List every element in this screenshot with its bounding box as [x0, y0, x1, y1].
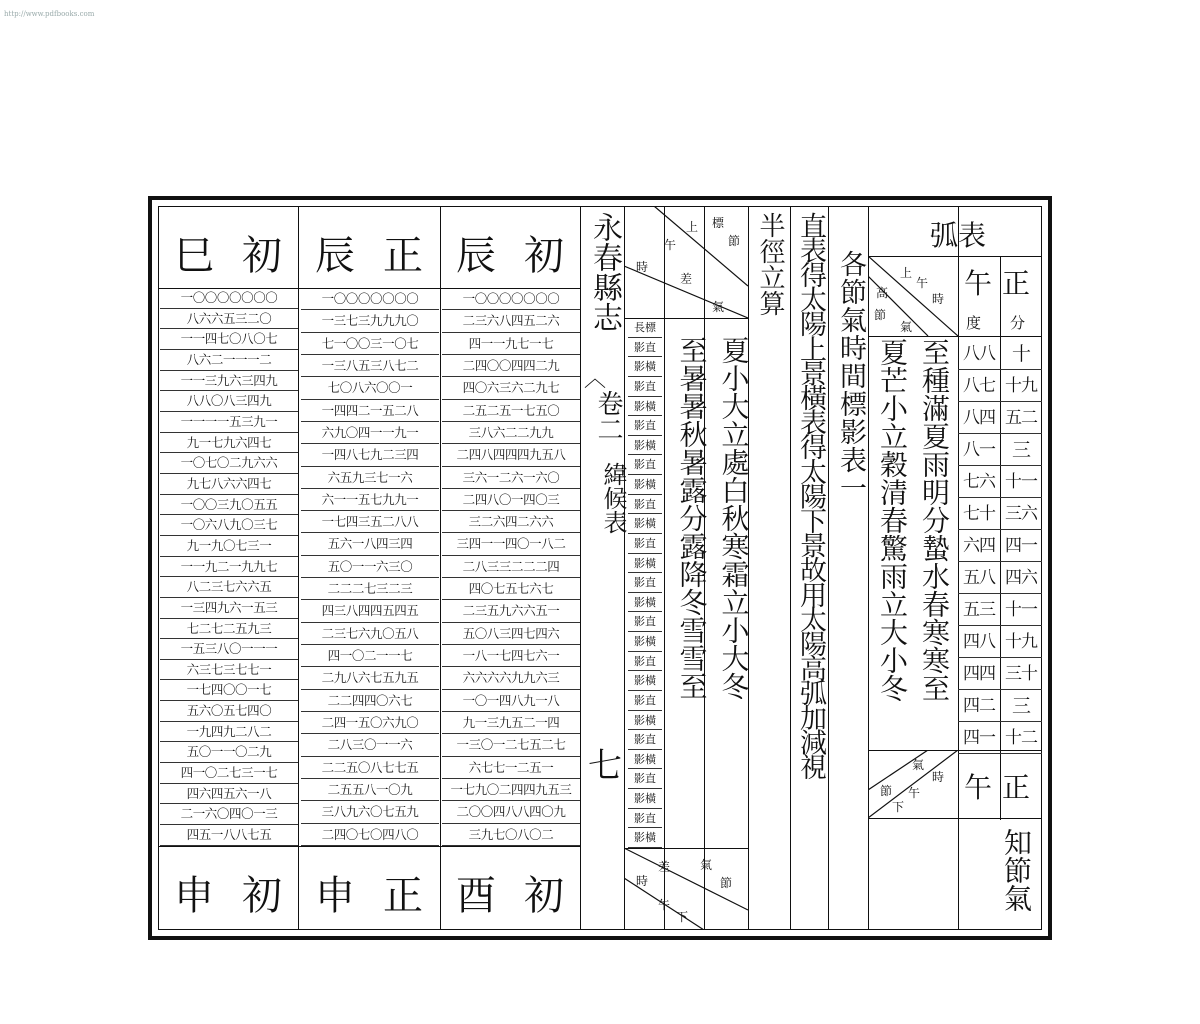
table-cell: 六一一五七九九一	[301, 489, 439, 511]
table-cell: 二四八四四四九五八	[442, 444, 580, 466]
solar-term-char: 大	[876, 618, 909, 646]
row-label: 影橫	[628, 828, 662, 848]
col2-values	[301, 288, 439, 846]
table-cell: 一九四九二八二	[160, 722, 298, 743]
section-label: 緯候表	[599, 462, 627, 534]
table-cell: 十	[1000, 338, 1042, 370]
rc-top-6: 高	[876, 286, 889, 300]
solar-term-char: 夏	[918, 422, 951, 450]
solar-term-char: 清	[876, 478, 909, 506]
note-col3: 各節氣時間標影表一	[835, 250, 866, 502]
col1-values	[442, 288, 580, 846]
solar-term-char: 春	[918, 590, 951, 618]
row-label: 影直	[628, 534, 662, 554]
solar-term-char: 分	[918, 506, 951, 534]
solar-term-char: 驚	[876, 534, 909, 562]
table-cell: 十九	[1000, 626, 1042, 658]
table-cell: 四一	[958, 722, 1000, 754]
solar-term-char: 明	[918, 478, 951, 506]
right-terms-b	[876, 338, 908, 702]
table-cell: 十二	[1000, 722, 1042, 754]
table-cell: 一七四〇〇一七	[160, 680, 298, 701]
solar-term-char: 小	[876, 394, 909, 422]
row-label: 影直	[628, 377, 662, 397]
rc-bot-1: 氣	[912, 758, 925, 772]
note-col2: 直表得太陽上景橫表得太陽下景故用太陽高弧加減視	[795, 212, 826, 778]
solar-term-char: 冬	[717, 672, 751, 700]
right-terms-a	[918, 338, 950, 702]
solar-term-char: 雨	[918, 450, 951, 478]
corner-top-6: 差	[680, 272, 693, 286]
table-cell: 八六二一一一二	[160, 350, 298, 371]
solar-term-char: 秋	[717, 504, 751, 532]
table-cell: 二四〇七〇四八〇	[301, 824, 439, 846]
table-cell: 三二六四二六六	[442, 511, 580, 533]
table-cell: 一三〇一二七五二七	[442, 734, 580, 756]
solar-term-char: 雪	[675, 616, 709, 644]
table-cell: 三八九六〇七五九	[301, 801, 439, 823]
row-label: 影橫	[628, 475, 662, 495]
table-cell: 二八三三二二二四	[442, 556, 580, 578]
solar-term-char: 寒	[918, 618, 951, 646]
table-cell: 四〇六三六二九七	[442, 377, 580, 399]
table-cell: 六五九三七一六	[301, 467, 439, 489]
table-cell: 八八〇八三四九	[160, 391, 298, 412]
table-cell: 二四〇〇四四二九	[442, 355, 580, 377]
table-cell: 八七	[958, 370, 1000, 402]
table-cell: 九一三九五二一四	[442, 712, 580, 734]
table-cell: 四一〇二一一七	[301, 645, 439, 667]
col1-footer: 酉 初	[456, 872, 564, 919]
row-label: 影橫	[628, 357, 662, 377]
row-label: 影直	[628, 652, 662, 672]
table-cell: 一四八七九二三四	[301, 444, 439, 466]
solar-term-char: 種	[918, 366, 951, 394]
table-cell: 十一	[1000, 466, 1042, 498]
corner-top-4: 午	[664, 238, 677, 252]
row-label: 影橫	[628, 554, 662, 574]
table-cell: 四〇七五七六七	[442, 578, 580, 600]
table-cell: 一七九〇二四四九五三	[442, 779, 580, 801]
degree-column	[958, 338, 1000, 754]
table-cell: 二一六〇四〇一三	[160, 804, 298, 825]
solar-term-char: 露	[675, 532, 709, 560]
rc-top-5: 氣	[900, 320, 913, 334]
table-cell: 六四	[958, 530, 1000, 562]
solar-term-char: 穀	[876, 450, 909, 478]
table-cell: 九一九〇七三一	[160, 536, 298, 557]
table-cell: 五〇一一〇二九	[160, 742, 298, 763]
table-cell: 五六〇五七四〇	[160, 701, 298, 722]
solar-term-char: 至	[675, 672, 709, 700]
table-cell: 三八六二二九九	[442, 422, 580, 444]
row-label: 影橫	[628, 671, 662, 691]
corner-bot-6: 差	[658, 860, 671, 874]
table-cell: 五六一八四三四	[301, 533, 439, 555]
table-cell: 一三四九六一五三	[160, 598, 298, 619]
table-cell: 四一〇二七三一七	[160, 763, 298, 784]
table-cell: 二八三〇一一六	[301, 734, 439, 756]
table-cell: 四六四五六一八	[160, 784, 298, 805]
col-head-minute: 分	[1010, 314, 1026, 332]
table-cell: 二二四四〇六七	[301, 690, 439, 712]
solar-term-char: 冬	[876, 674, 909, 702]
table-cell: 六七七一二五一	[442, 757, 580, 779]
solar-term-char: 蟄	[918, 534, 951, 562]
table-cell: 三九七〇八〇二	[442, 824, 580, 846]
table-cell: 二五五八一〇九	[301, 779, 439, 801]
solar-term-char: 滿	[918, 394, 951, 422]
table-cell: 一〇七〇二九六六	[160, 453, 298, 474]
right-foot: 午正	[964, 771, 1041, 804]
table-cell: 七一〇〇三一〇七	[301, 333, 439, 355]
row-label: 影橫	[628, 632, 662, 652]
table-cell: 四一一九七一七	[442, 333, 580, 355]
corner-bot-5: 時	[636, 874, 649, 888]
table-cell: 二二二七三二三	[301, 578, 439, 600]
rc-bot-2: 時	[932, 770, 945, 784]
note-col1: 半徑立算	[755, 212, 785, 316]
table-cell: 四四	[958, 658, 1000, 690]
table-cell: 八二三七六六五	[160, 577, 298, 598]
solar-term-char: 小	[876, 646, 909, 674]
corner-bot-3: 下	[676, 910, 689, 924]
table-cell: 三	[1000, 690, 1042, 722]
table-cell: 五八	[958, 562, 1000, 594]
table-cell: 四八	[958, 626, 1000, 658]
rc-bot-5: 下	[892, 800, 905, 814]
row-label: 影橫	[628, 711, 662, 731]
row-label: 影橫	[628, 593, 662, 613]
row-label: 影橫	[628, 750, 662, 770]
table-cell: 九一七九六四七	[160, 433, 298, 454]
solar-term-char: 至	[918, 674, 951, 702]
solar-term-char: 秋	[675, 420, 709, 448]
solar-term-char: 暑	[675, 448, 709, 476]
solar-term-char: 分	[675, 504, 709, 532]
table-cell: 一一四七〇八〇七	[160, 329, 298, 350]
solar-term-char: 夏	[876, 338, 909, 366]
table-cell: 五三	[958, 594, 1000, 626]
solar-term-char: 霜	[717, 560, 751, 588]
table-cell: 二三七六九〇五八	[301, 623, 439, 645]
fishtail-mark: ︿	[584, 367, 607, 392]
solar-term-char: 至	[918, 338, 951, 366]
corner-top-7: 氣	[712, 300, 725, 314]
solar-term-char: 立	[717, 588, 751, 616]
table-cell: 一四四二一五二八	[301, 400, 439, 422]
terms-column-a	[712, 336, 755, 700]
solar-term-char: 露	[675, 476, 709, 504]
table-cell: 十一	[1000, 594, 1042, 626]
row-label: 影直	[628, 809, 662, 829]
table-cell: 四一	[1000, 530, 1042, 562]
solar-term-char: 立	[717, 420, 751, 448]
table-cell: 一一三九六三四九	[160, 371, 298, 392]
label-column	[628, 318, 662, 848]
table-cell: 四六	[1000, 562, 1042, 594]
table-cell: 一〇〇〇〇〇〇〇	[442, 288, 580, 310]
table-cell: 一三七三九九九〇	[301, 310, 439, 332]
table-cell: 一〇六八九〇三七	[160, 515, 298, 536]
row-label: 影直	[628, 495, 662, 515]
right-table-title: 弧表	[930, 219, 987, 252]
page-number: 七	[588, 746, 622, 786]
solar-term-char: 春	[876, 506, 909, 534]
solar-term-char: 冬	[675, 588, 709, 616]
corner-top-1: 標	[712, 216, 725, 230]
solar-term-char: 立	[876, 590, 909, 618]
solar-term-char: 大	[717, 644, 751, 672]
table-cell: 一五三八〇一一一	[160, 639, 298, 660]
row-label: 影橫	[628, 514, 662, 534]
table-cell: 二四八〇一四〇三	[442, 489, 580, 511]
table-cell: 二二五〇八七七五	[301, 757, 439, 779]
table-cell: 七六	[958, 466, 1000, 498]
table-cell: 二四一五〇六九〇	[301, 712, 439, 734]
table-cell: 六六六六九九六三	[442, 667, 580, 689]
solar-term-char: 雪	[675, 644, 709, 672]
table-cell: 四二	[958, 690, 1000, 722]
corner-top-5: 時	[636, 260, 649, 274]
table-cell: 三六	[1000, 498, 1042, 530]
table-cell: 八六六五三二〇	[160, 309, 298, 330]
table-cell: 七二七二五九三	[160, 619, 298, 640]
rc-top-2: 午	[916, 276, 929, 290]
row-label: 影直	[628, 612, 662, 632]
rc-bot-4: 節	[880, 784, 893, 798]
table-cell: 二三六八四五二六	[442, 310, 580, 332]
watermark: http://www.pdfbooks.com	[4, 10, 95, 18]
col2-footer: 申 正	[315, 872, 423, 919]
solar-term-char: 立	[876, 422, 909, 450]
table-cell: 三	[1000, 434, 1042, 466]
row-label: 影直	[628, 769, 662, 789]
table-cell: 七〇八六〇〇一	[301, 377, 439, 399]
table-cell: 六三七三七七一	[160, 660, 298, 681]
table-cell: 九七八六六四七	[160, 474, 298, 495]
table-cell: 一七四三五二八八	[301, 511, 439, 533]
solar-term-char: 夏	[717, 336, 751, 364]
corner-top-2: 節	[728, 234, 741, 248]
table-cell: 一〇一四八九一八	[442, 690, 580, 712]
table-cell: 二三五九六六五一	[442, 600, 580, 622]
side-note: 知節氣	[1000, 828, 1033, 912]
table-cell: 七十	[958, 498, 1000, 530]
table-cell: 三六一二六一六〇	[442, 467, 580, 489]
row-label: 影橫	[628, 789, 662, 809]
solar-term-char: 處	[717, 448, 751, 476]
row-label: 影橫	[628, 436, 662, 456]
table-cell: 一〇〇三九〇五五	[160, 495, 298, 516]
solar-term-char: 暑	[675, 392, 709, 420]
rc-bot-3: 午	[908, 786, 921, 800]
table-cell: 五〇八三四七四六	[442, 623, 580, 645]
table-cell: 二五二五一七五〇	[442, 400, 580, 422]
solar-term-char: 暑	[675, 364, 709, 392]
col2-header: 辰 正	[315, 232, 423, 279]
table-cell: 一八一七四七六一	[442, 645, 580, 667]
solar-term-char: 小	[717, 616, 751, 644]
solar-term-char: 雨	[876, 562, 909, 590]
table-cell: 二〇〇四八八四〇九	[442, 801, 580, 823]
table-cell: 一一一一五三九一	[160, 412, 298, 433]
table-cell: 一〇〇〇〇〇〇〇	[301, 288, 439, 310]
volume-label: 卷二	[593, 390, 623, 442]
table-cell: 五〇一一六三〇	[301, 556, 439, 578]
col3-footer: 申 初	[174, 872, 282, 919]
table-cell: 一三八五三八七二	[301, 355, 439, 377]
solar-term-char: 白	[717, 476, 751, 504]
row-label: 影直	[628, 730, 662, 750]
rc-top-4: 節	[874, 308, 887, 322]
solar-term-char: 芒	[876, 366, 909, 394]
corner-top-3: 上	[686, 220, 699, 234]
table-cell: 八八	[958, 338, 1000, 370]
table-cell: 一一九二一九九七	[160, 557, 298, 578]
table-cell: 六九〇四一一九一	[301, 422, 439, 444]
row-label: 影直	[628, 573, 662, 593]
solar-term-char: 水	[918, 562, 951, 590]
solar-term-char: 小	[717, 364, 751, 392]
col3-header: 巳 初	[174, 232, 282, 279]
corner-bot-2: 氣	[700, 858, 713, 872]
row-label: 影直	[628, 455, 662, 475]
table-cell: 一〇〇〇〇〇〇〇	[160, 288, 298, 309]
solar-term-char: 寒	[918, 646, 951, 674]
solar-term-char: 大	[717, 392, 751, 420]
corner-bot-4: 午	[658, 898, 671, 912]
terms-column-b	[670, 336, 713, 700]
row-label: 影直	[628, 416, 662, 436]
col-head-degree: 度	[966, 314, 982, 332]
table-cell: 四三八四四五四五	[301, 600, 439, 622]
table-cell: 四五一八八七五	[160, 825, 298, 846]
solar-term-char: 寒	[717, 532, 751, 560]
table-cell: 八一	[958, 434, 1000, 466]
rc-top-1: 上	[900, 266, 913, 280]
minute-column	[1000, 338, 1042, 754]
table-cell: 五二	[1000, 402, 1042, 434]
col1-header: 辰 初	[456, 232, 564, 279]
right-head: 午正	[964, 267, 1041, 300]
table-cell: 十九	[1000, 370, 1042, 402]
rc-top-3: 時	[932, 292, 945, 306]
table-cell: 二九八六七五九五	[301, 667, 439, 689]
row-label: 影橫	[628, 397, 662, 417]
row-label: 影直	[628, 691, 662, 711]
row-label: 影直	[628, 338, 662, 358]
corner-bot-1: 節	[720, 876, 733, 890]
col3-values	[160, 288, 298, 846]
book-title: 永春縣志	[587, 212, 622, 332]
solar-term-char: 降	[675, 560, 709, 588]
solar-term-char: 至	[675, 336, 709, 364]
table-cell: 八四	[958, 402, 1000, 434]
table-cell: 三十	[1000, 658, 1042, 690]
row-label: 長標	[628, 318, 662, 338]
table-cell: 三四一一四〇一八二	[442, 533, 580, 555]
